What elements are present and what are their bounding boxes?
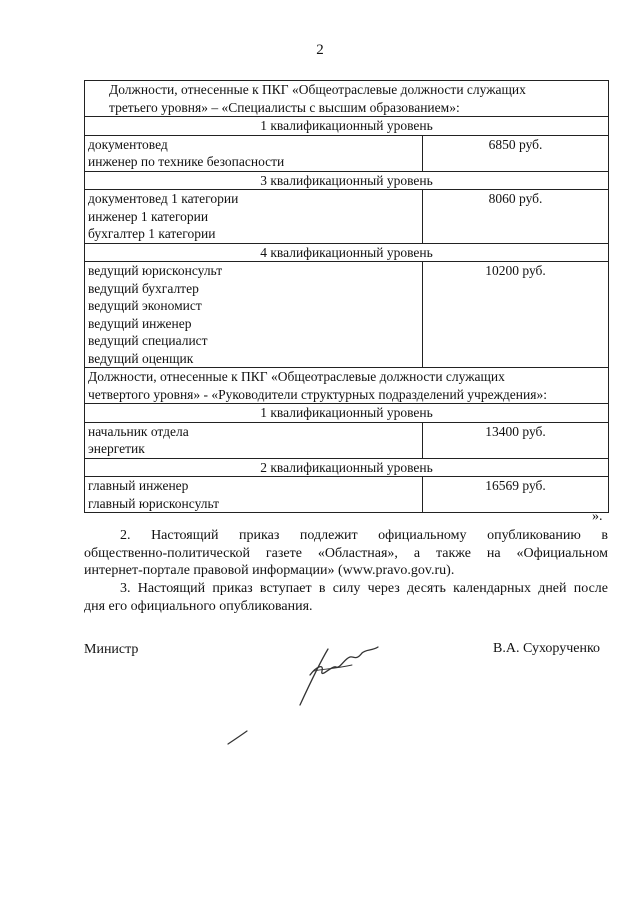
paragraph-line: интернет-портале правовой информации» (www.pravo.gov.ru).	[84, 563, 455, 578]
group-title-line: третьего уровня» – «Специалисты с высшим образованием»:	[109, 99, 460, 115]
paragraph-line: дня его официального опубликования.	[84, 598, 313, 614]
level-row	[85, 404, 609, 423]
table-row	[85, 190, 609, 244]
position-name: энергетик	[88, 441, 145, 456]
position-name: инженер по технике безопасности	[88, 154, 285, 169]
group-row	[85, 368, 609, 404]
positions-cell	[85, 190, 423, 244]
level-row	[85, 117, 609, 136]
position-name: инженер 1 категории	[88, 208, 209, 224]
group-title	[85, 81, 609, 117]
table-row	[85, 477, 609, 513]
paragraph-line: 3. Настоящий приказ вступает в силу через десять календарных дней после	[120, 581, 608, 596]
paragraph-effective-date	[84, 580, 608, 615]
position-name: документовед 1 категории	[88, 191, 239, 206]
position-name: ведущий юрисконсульт	[88, 263, 223, 278]
salary-cell: 13400 руб.	[423, 422, 609, 458]
signature-image	[292, 645, 392, 709]
level-title: 1 квалификационный уровень	[85, 117, 609, 136]
group-row	[85, 81, 609, 117]
level-row	[85, 243, 609, 262]
position-name: ведущий экономист	[88, 298, 202, 313]
position-name: бухгалтер 1 категории	[88, 226, 216, 241]
table-row	[85, 135, 609, 171]
group-title-line: Должности, отнесенные к ПКГ «Общеотраслевые должности служащих	[109, 82, 526, 97]
salary-cell: 8060 руб.	[423, 190, 609, 244]
paragraph-publication	[84, 527, 608, 580]
paragraph-line: общественно-политической газете «Областная», а также на «Официальном	[84, 545, 608, 561]
position-name: главный юрисконсульт	[88, 495, 219, 511]
position-name: ведущий инженер	[88, 315, 192, 331]
level-title: 2 квалификационный уровень	[85, 458, 609, 477]
positions-cell	[85, 135, 423, 171]
page-number: 2	[316, 42, 324, 58]
level-title: 3 квалификационный уровень	[85, 171, 609, 190]
position-name: документовед	[88, 136, 168, 152]
position-name: ведущий бухгалтер	[88, 280, 199, 296]
table-row	[85, 422, 609, 458]
position-name: ведущий специалист	[88, 333, 208, 348]
positions-cell	[85, 422, 423, 458]
signatory-name: В.А. Сухорученко	[493, 641, 601, 656]
level-title: 1 квалификационный уровень	[85, 404, 609, 423]
positions-cell	[85, 477, 423, 513]
position-name: главный инженер	[88, 478, 189, 493]
group-title-line: Должности, отнесенные к ПКГ «Общеотраслевые должности служащих	[88, 369, 505, 384]
group-title-line: четвертого уровня» - «Руководители структурных подразделений учреждения»:	[88, 386, 547, 402]
salary-cell: 16569 руб.	[423, 477, 609, 513]
level-title: 4 квалификационный уровень	[85, 243, 609, 262]
group-title	[85, 368, 609, 404]
signatory-title: Министр	[84, 642, 139, 657]
closing-quote: ».	[592, 509, 603, 524]
positions-cell	[85, 262, 423, 368]
level-row	[85, 171, 609, 190]
position-name: ведущий оценщик	[88, 350, 194, 366]
table-row	[85, 262, 609, 368]
salary-cell: 6850 руб.	[423, 135, 609, 171]
salary-cell: 10200 руб.	[423, 262, 609, 368]
salary-table	[84, 80, 609, 513]
paragraph-line: 2. Настоящий приказ подлежит официальному опубликованию в	[120, 528, 608, 543]
position-name: начальник отдела	[88, 423, 189, 439]
stray-pen-mark	[226, 728, 250, 748]
level-row	[85, 458, 609, 477]
